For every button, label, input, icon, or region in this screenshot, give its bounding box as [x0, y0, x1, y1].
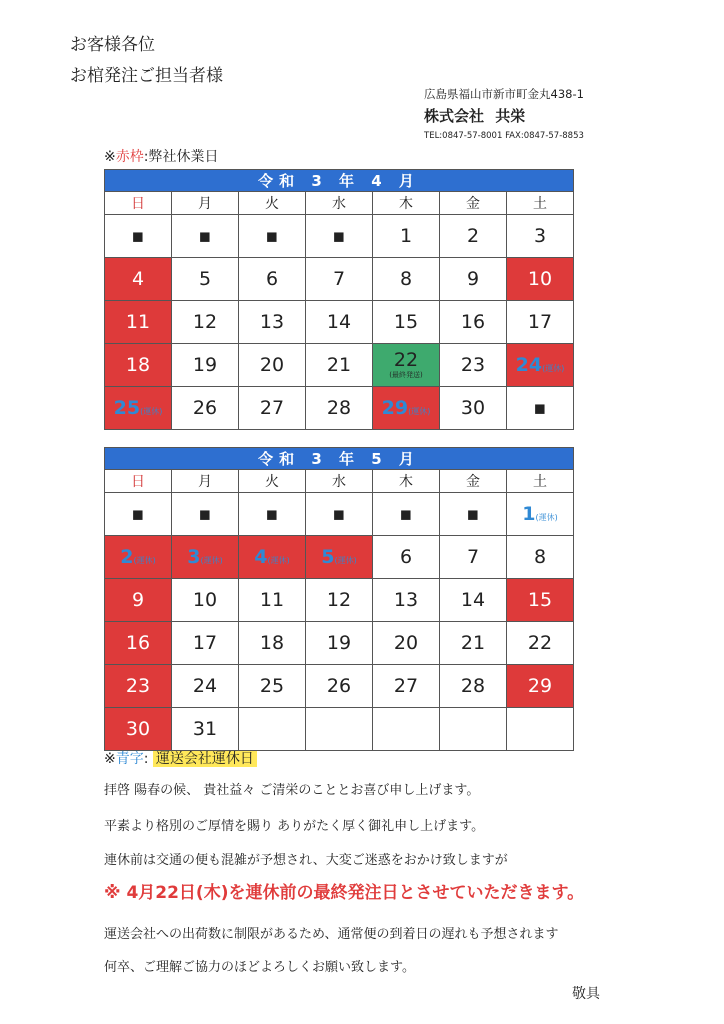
day-number: 4 — [254, 546, 268, 568]
day-number: 6 — [399, 546, 413, 568]
day-number: 14 — [326, 311, 352, 333]
day-cell — [306, 493, 373, 536]
day-number: 19 — [326, 632, 352, 654]
day-number: ▪ — [131, 225, 145, 247]
day-cell — [373, 665, 440, 708]
day-number: 30 — [125, 718, 151, 740]
day-cell — [507, 708, 574, 751]
note-mark: ※ — [104, 751, 116, 767]
day-cell — [440, 215, 507, 258]
day-note: (運休) — [200, 556, 223, 565]
day-number: 22 — [393, 349, 419, 371]
weekday-cell: 日 — [105, 192, 172, 215]
body-line: 連休前は交通の便も混雑が予想され、大変ご迷惑をおかけ致しますが — [104, 853, 508, 868]
day-number: 16 — [460, 311, 486, 333]
day-number: 3 — [187, 546, 201, 568]
day-cell — [306, 215, 373, 258]
day-number: ▪ — [265, 225, 279, 247]
day-cell — [373, 258, 440, 301]
day-note: (運休) — [408, 407, 431, 416]
day-number: ▪ — [332, 225, 346, 247]
day-cell — [507, 579, 574, 622]
day-number: 18 — [259, 632, 285, 654]
day-cell — [172, 579, 239, 622]
day-number: 10 — [192, 589, 218, 611]
week-row — [105, 344, 574, 387]
day-cell — [172, 215, 239, 258]
day-cell — [306, 344, 373, 387]
day-number: 11 — [259, 589, 285, 611]
calendar-title: 令和 3 年 5 月 — [105, 448, 574, 470]
day-number: ▪ — [399, 503, 413, 525]
day-cell — [105, 708, 172, 751]
day-cell — [105, 387, 172, 430]
week-row — [105, 536, 574, 579]
weekday-cell: 火 — [239, 470, 306, 493]
day-cell — [172, 536, 239, 579]
day-number: 4 — [131, 268, 145, 290]
day-cell — [105, 344, 172, 387]
day-number: 27 — [393, 675, 419, 697]
day-number: 7 — [466, 546, 480, 568]
day-number: 27 — [259, 397, 285, 419]
day-number: 21 — [460, 632, 486, 654]
day-cell — [373, 344, 440, 387]
sender-tel: TEL:0847-57-8001 FAX:0847-57-8853 — [424, 131, 584, 141]
day-number: 5 — [198, 268, 212, 290]
day-number: ▪ — [198, 225, 212, 247]
day-number: 1 — [522, 503, 536, 525]
day-number: 16 — [125, 632, 151, 654]
body-line: 平素より格別のご厚情を賜り ありがたく厚く御礼申し上げます。 — [104, 819, 485, 834]
greeting-staff: お棺発注ご担当者様 — [70, 66, 223, 86]
day-number: 1 — [399, 225, 413, 247]
day-cell — [440, 387, 507, 430]
day-cell — [440, 536, 507, 579]
day-number: 2 — [466, 225, 480, 247]
weekday-cell: 土 — [507, 192, 574, 215]
day-number: 29 — [381, 397, 409, 419]
weekday-header — [105, 192, 574, 215]
note-mark: ※ — [104, 149, 116, 165]
day-cell — [440, 622, 507, 665]
day-cell — [172, 258, 239, 301]
day-number: 22 — [527, 632, 553, 654]
day-cell — [239, 301, 306, 344]
company-name: 共栄 — [495, 107, 526, 125]
week-row — [105, 579, 574, 622]
day-number: 13 — [393, 589, 419, 611]
day-cell — [239, 344, 306, 387]
weekday-cell: 火 — [239, 192, 306, 215]
day-number: 24 — [192, 675, 218, 697]
day-number: 25 — [259, 675, 285, 697]
weekday-cell: 木 — [373, 192, 440, 215]
day-cell — [172, 622, 239, 665]
day-number: 20 — [259, 354, 285, 376]
day-cell — [440, 301, 507, 344]
day-number: 23 — [460, 354, 486, 376]
day-cell — [373, 215, 440, 258]
day-number: 12 — [192, 311, 218, 333]
day-number: 8 — [533, 546, 547, 568]
day-number: 21 — [326, 354, 352, 376]
day-number: 18 — [125, 354, 151, 376]
day-cell — [507, 622, 574, 665]
week-row — [105, 493, 574, 536]
week-row — [105, 387, 574, 430]
day-number: 15 — [393, 311, 419, 333]
day-cell — [373, 536, 440, 579]
day-number: 26 — [326, 675, 352, 697]
day-cell — [507, 301, 574, 344]
day-note: (運休) — [535, 513, 558, 522]
weekday-cell: 水 — [306, 192, 373, 215]
day-cell — [440, 665, 507, 708]
day-cell — [373, 622, 440, 665]
day-number: 10 — [527, 268, 553, 290]
day-cell — [239, 215, 306, 258]
sender-company — [424, 105, 525, 126]
week-row — [105, 215, 574, 258]
day-number: 28 — [326, 397, 352, 419]
day-cell — [440, 579, 507, 622]
day-cell — [440, 493, 507, 536]
day-cell — [507, 493, 574, 536]
day-number: ▪ — [131, 503, 145, 525]
calendar-april — [104, 169, 574, 430]
day-number: 24 — [515, 354, 543, 376]
final-order-notice: ※ 4月22日(木)を連休前の最終発注日とさせていただきます。 — [104, 883, 585, 903]
sender-address: 広島県福山市新市町金丸438-1 — [424, 87, 584, 101]
week-row — [105, 622, 574, 665]
day-number: ▪ — [533, 397, 547, 419]
day-number: 15 — [527, 589, 553, 611]
week-row — [105, 258, 574, 301]
day-number: 31 — [192, 718, 218, 740]
day-cell — [440, 708, 507, 751]
day-number: 13 — [259, 311, 285, 333]
day-number: 30 — [460, 397, 486, 419]
day-number: ▪ — [198, 503, 212, 525]
week-row — [105, 301, 574, 344]
day-cell — [440, 258, 507, 301]
note-colon: : — [143, 751, 149, 767]
day-cell — [507, 344, 574, 387]
note-keyword-blue: 青字 — [115, 751, 144, 767]
day-cell — [306, 665, 373, 708]
weekday-header — [105, 470, 574, 493]
day-cell — [105, 493, 172, 536]
day-number: ▪ — [466, 503, 480, 525]
note-red-frame — [104, 146, 218, 166]
day-cell — [306, 708, 373, 751]
weekday-cell: 金 — [440, 470, 507, 493]
day-number: 11 — [125, 311, 151, 333]
day-cell — [172, 665, 239, 708]
day-cell — [239, 387, 306, 430]
day-cell — [239, 579, 306, 622]
day-number: 14 — [460, 589, 486, 611]
day-cell — [105, 301, 172, 344]
day-number: 28 — [460, 675, 486, 697]
weekday-cell: 日 — [105, 470, 172, 493]
day-note: (運休) — [334, 556, 357, 565]
day-cell — [507, 665, 574, 708]
day-cell — [239, 536, 306, 579]
note-text: :弊社休業日 — [143, 149, 219, 165]
note-blue-text — [104, 748, 257, 768]
weekday-cell: 月 — [172, 470, 239, 493]
day-note: (運休) — [133, 556, 156, 565]
day-cell — [373, 493, 440, 536]
day-cell — [306, 536, 373, 579]
weekday-cell: 月 — [172, 192, 239, 215]
day-number: 7 — [332, 268, 346, 290]
note-keyword-red: 赤枠 — [115, 149, 144, 165]
day-cell — [507, 215, 574, 258]
company-type: 株式会社 — [424, 107, 485, 125]
day-cell — [105, 258, 172, 301]
day-sub-note: (最終発送) — [389, 371, 423, 379]
day-cell — [373, 301, 440, 344]
day-number: 26 — [192, 397, 218, 419]
day-cell — [172, 387, 239, 430]
day-note: (運休) — [542, 364, 565, 373]
day-number: 3 — [533, 225, 547, 247]
greeting-customers: お客様各位 — [70, 35, 155, 55]
day-cell — [306, 579, 373, 622]
day-note: (運休) — [267, 556, 290, 565]
day-number: 8 — [399, 268, 413, 290]
day-cell — [306, 387, 373, 430]
day-number: 25 — [113, 397, 141, 419]
day-number: ▪ — [265, 503, 279, 525]
day-cell — [105, 579, 172, 622]
day-note: (運休) — [140, 407, 163, 416]
day-cell — [440, 344, 507, 387]
day-cell — [239, 258, 306, 301]
day-number: 2 — [120, 546, 134, 568]
day-cell — [172, 344, 239, 387]
day-cell — [306, 301, 373, 344]
day-number: 17 — [192, 632, 218, 654]
day-cell — [306, 258, 373, 301]
calendar-may — [104, 447, 574, 751]
week-row — [105, 708, 574, 751]
body-line: 運送会社への出荷数に制限があるため、通常便の到着日の遅れも予想されます — [104, 927, 559, 942]
day-cell — [105, 622, 172, 665]
weekday-cell: 木 — [373, 470, 440, 493]
day-cell — [239, 665, 306, 708]
day-cell — [373, 579, 440, 622]
note-highlight: 運送会社運休日 — [153, 751, 257, 767]
day-number: 9 — [131, 589, 145, 611]
day-cell — [306, 622, 373, 665]
day-cell — [239, 622, 306, 665]
day-number: 9 — [466, 268, 480, 290]
calendar-title: 令和 3 年 4 月 — [105, 170, 574, 192]
day-number: 23 — [125, 675, 151, 697]
day-cell — [507, 387, 574, 430]
day-cell — [373, 708, 440, 751]
day-cell — [105, 665, 172, 708]
day-cell — [239, 493, 306, 536]
weekday-cell: 水 — [306, 470, 373, 493]
day-number: 6 — [265, 268, 279, 290]
day-cell — [172, 493, 239, 536]
day-cell — [105, 536, 172, 579]
day-cell — [105, 215, 172, 258]
weekday-cell: 土 — [507, 470, 574, 493]
day-cell — [172, 301, 239, 344]
day-cell — [373, 387, 440, 430]
day-cell — [172, 708, 239, 751]
day-number: 5 — [321, 546, 335, 568]
day-cell — [239, 708, 306, 751]
day-number: 19 — [192, 354, 218, 376]
body-line: 何卒、ご理解ご協力のほどよろしくお願い致します。 — [104, 960, 415, 975]
day-number: 29 — [527, 675, 553, 697]
day-number: 20 — [393, 632, 419, 654]
body-line: 拝啓 陽春の候、 貴社益々 ご清栄のこととお喜び申し上げます。 — [104, 783, 480, 798]
day-number: ▪ — [332, 503, 346, 525]
day-cell — [507, 258, 574, 301]
day-number: 17 — [527, 311, 553, 333]
day-cell — [507, 536, 574, 579]
weekday-cell: 金 — [440, 192, 507, 215]
week-row — [105, 665, 574, 708]
day-number: 12 — [326, 589, 352, 611]
closing-word: 敬具 — [572, 986, 600, 1002]
